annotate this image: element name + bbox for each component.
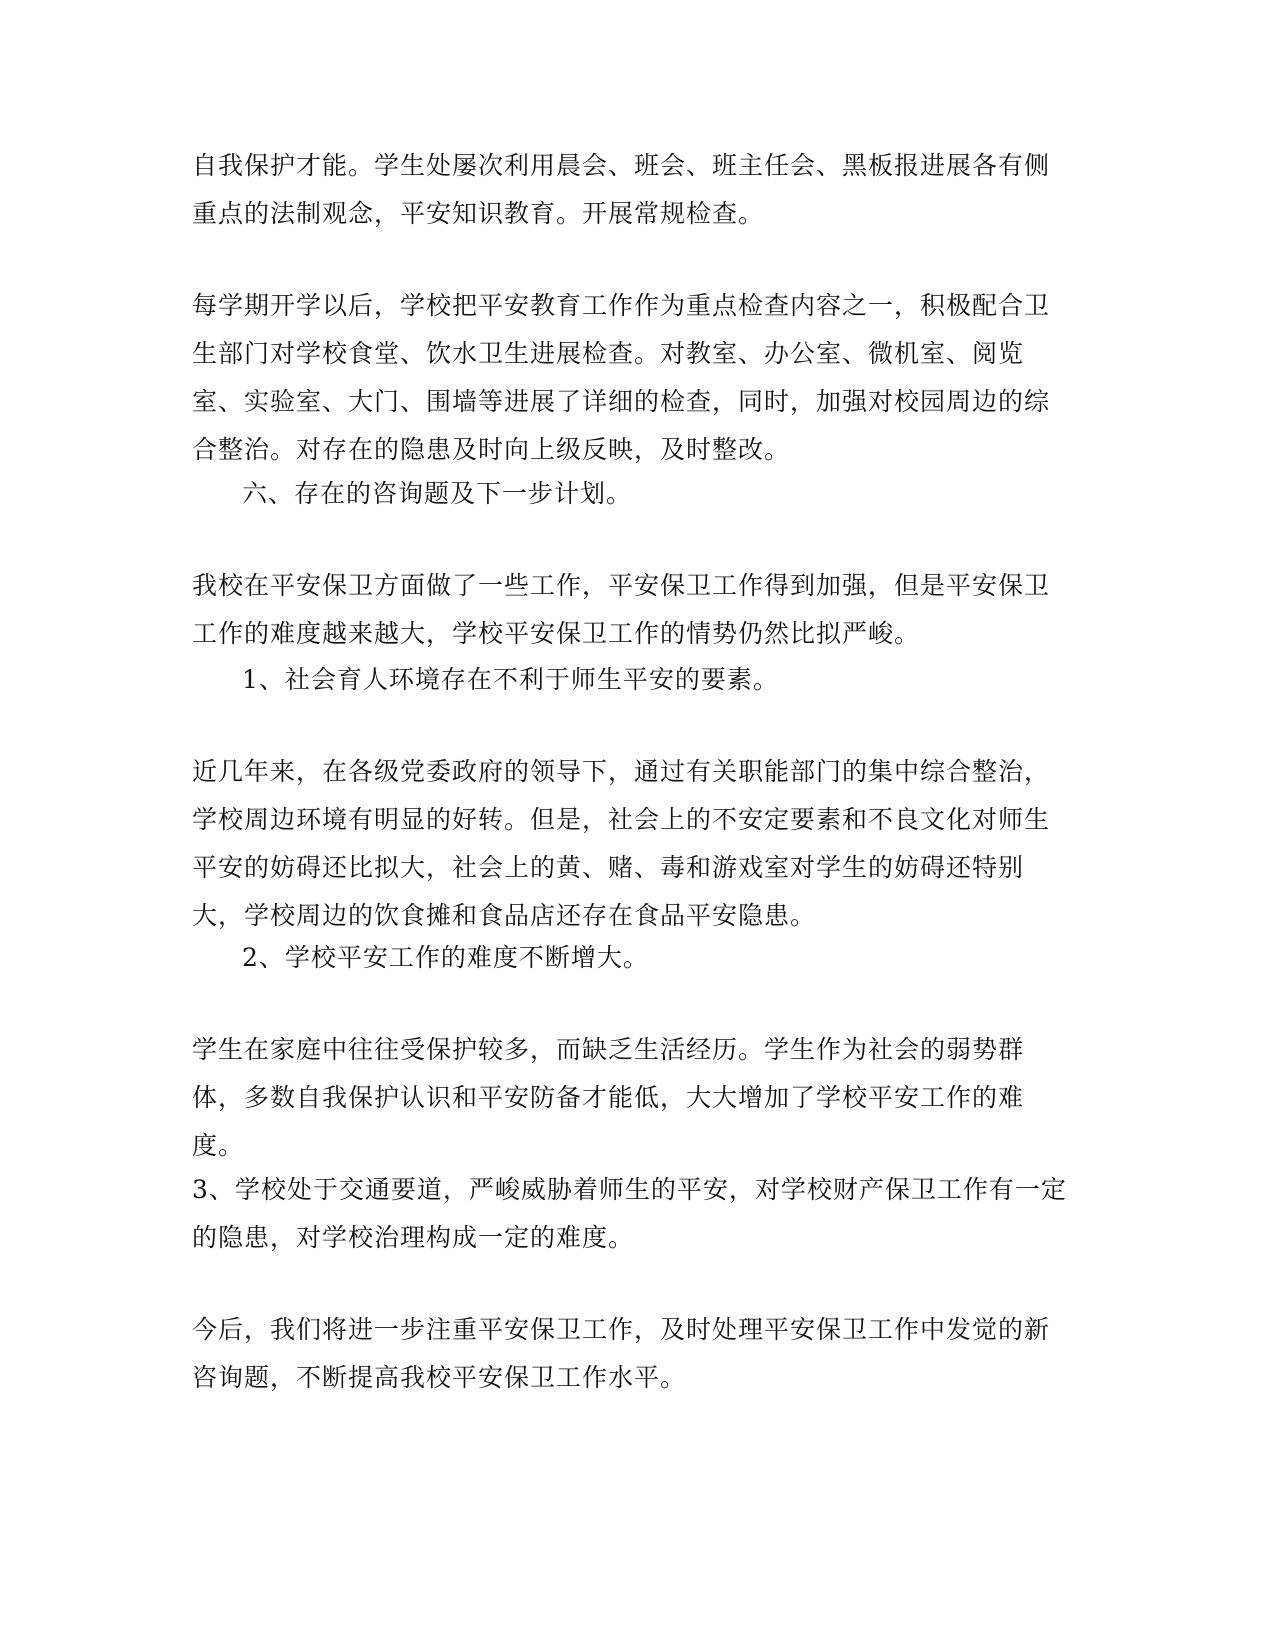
subheading-difficulty-increasing: 2、学校平安工作的难度不断增大。 bbox=[242, 943, 649, 972]
subheading-social-environment: 1、社会育人环境存在不利于师生平安的要素。 bbox=[242, 665, 779, 694]
section-heading-problems-plan: 六、存在的咨询题及下一步计划。 bbox=[242, 479, 633, 508]
paragraph-self-protection: 自我保护才能。学生处屡次利用晨会、班会、班主任会、黑板报进展各有侧重点的法制观念，平安知识教育。开展常规检查。 bbox=[192, 151, 1051, 228]
paragraph-semester-inspection: 每学期开学以后，学校把平安教育工作作为重点检查内容之一，积极配合卫生部门对学校食堂、饮水卫生进展检查。对教室、办公室、微机室、阅览室、实验室、大门、围墙等进展了详细的检查，同时，加强对校园周边的综合整治。对存在的隐患及时向上级反映，及时整改。 bbox=[192, 291, 1051, 464]
paragraph-students-family: 学生在家庭中往往受保护较多，而缺乏生活经历。学生作为社会的弱势群体，多数自我保护认识和平安防备才能低，大大增加了学校平安工作的难度。 bbox=[192, 1035, 1025, 1160]
paragraph-traffic-route: 3、学校处于交通要道，严峻威胁着师生的平安，对学校财产保卫工作有一定的隐患，对学校治理构成一定的难度。 bbox=[192, 1175, 1067, 1252]
paragraph-security-work: 我校在平安保卫方面做了一些工作，平安保卫工作得到加强，但是平安保卫工作的难度越来越大，学校平安保卫工作的情势仍然比拟严峻。 bbox=[192, 571, 1051, 648]
paragraph-future-work: 今后，我们将进一步注重平安保卫工作，及时处理平安保卫工作中发觉的新咨询题，不断提高我校平安保卫工作水平。 bbox=[192, 1315, 1051, 1392]
paragraph-surroundings: 近几年来，在各级党委政府的领导下，通过有关职能部门的集中综合整治，学校周边环境有明显的好转。但是，社会上的不安定要素和不良文化对师生平安的妨碍还比拟大，社会上的黄、赌、毒和游戏室对学生的妨碍还特别大，学校周边的饮食摊和食品店还存在食品平安隐患。 bbox=[192, 757, 1051, 930]
